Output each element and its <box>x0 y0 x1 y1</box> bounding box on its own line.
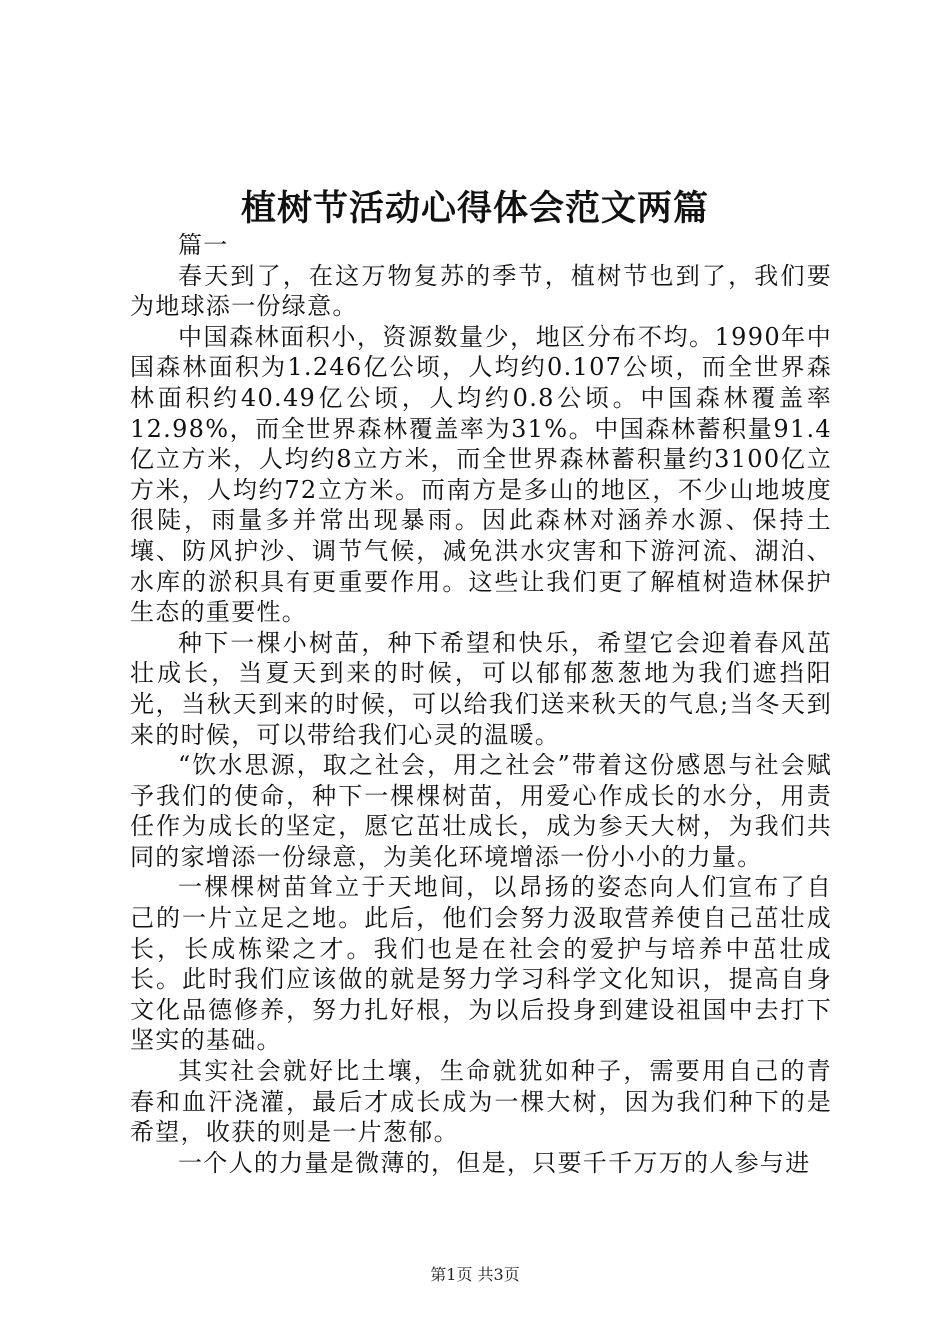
paragraph: 春天到了，在这万物复苏的季节，植树节也到了，我们要为地球添一份绿意。 <box>130 261 832 321</box>
page-footer: 第1页 共3页 <box>430 1265 520 1284</box>
document-body <box>130 230 832 1178</box>
section-heading: 篇一 <box>178 231 229 259</box>
paragraph: 一个人的力量是微薄的，但是，只要千千万万的人参与进 <box>178 1148 811 1177</box>
paragraph: 种下一棵小树苗，种下希望和快乐，希望它会迎着春风茁壮成长，当夏天到来的时候，可以郁郁葱葱地为我们遮挡阳光，当秋天到来的时候，可以给我们送来秋天的气息;当冬天到来的时候，可以带给我们心灵的温暖。 <box>130 628 832 749</box>
paragraph: 中国森林面积小，资源数量少，地区分布不均。1990年中国森林面积为1.246亿公顷，人均约0.107公顷，而全世界森林面积约40.49亿公顷，人均约0.8公顷。中国森林覆盖率12.98%，而全世界森林覆盖率为31%。中国森林蓄积量91.4亿立方米，人均约8立方米，而全世界森林蓄积量约3100亿立方米，人均约72立方米。而南方是多山的地区，不少山地坡度很陡，雨量多并常出现暴雨。因此森林对涵养水源、保持土壤、防风护沙、调节气候，减免洪水灾害和下游河流、湖泊、水库的淤积具有更重要作用。这些让我们更了解植树造林保护生态的重要性。 <box>130 322 832 627</box>
paragraph: 其实社会就好比土壤，生命就犹如种子，需要用自己的青春和血汗浇灌，最后才成长成为一棵大树，因为我们种下的是希望，收获的则是一片葱郁。 <box>130 1057 832 1147</box>
paragraph: 一棵棵树苗耸立于天地间，以昂扬的姿态向人们宣布了自己的一片立足之地。此后，他们会努力汲取营养使自己茁壮成长，长成栋梁之才。我们也是在社会的爱护与培养中茁壮成长。此时我们应该做的就是努力学习科学文化知识，提高自身文化品德修养，努力扎好根，为以后投身到建设祖国中去打下坚实的基础。 <box>130 873 832 1055</box>
document-title: 植树节活动心得体会范文两篇 <box>240 189 709 229</box>
paragraph: “饮水思源，取之社会，用之社会”带着这份感恩与社会赋予我们的使命，种下一棵棵树苗，用爱心作成长的水分，用责任作为成长的坚定，愿它茁壮成长，成为参天大树，为我们共同的家增添一份绿意，为美化环境增添一份小小的力量。 <box>130 751 832 871</box>
